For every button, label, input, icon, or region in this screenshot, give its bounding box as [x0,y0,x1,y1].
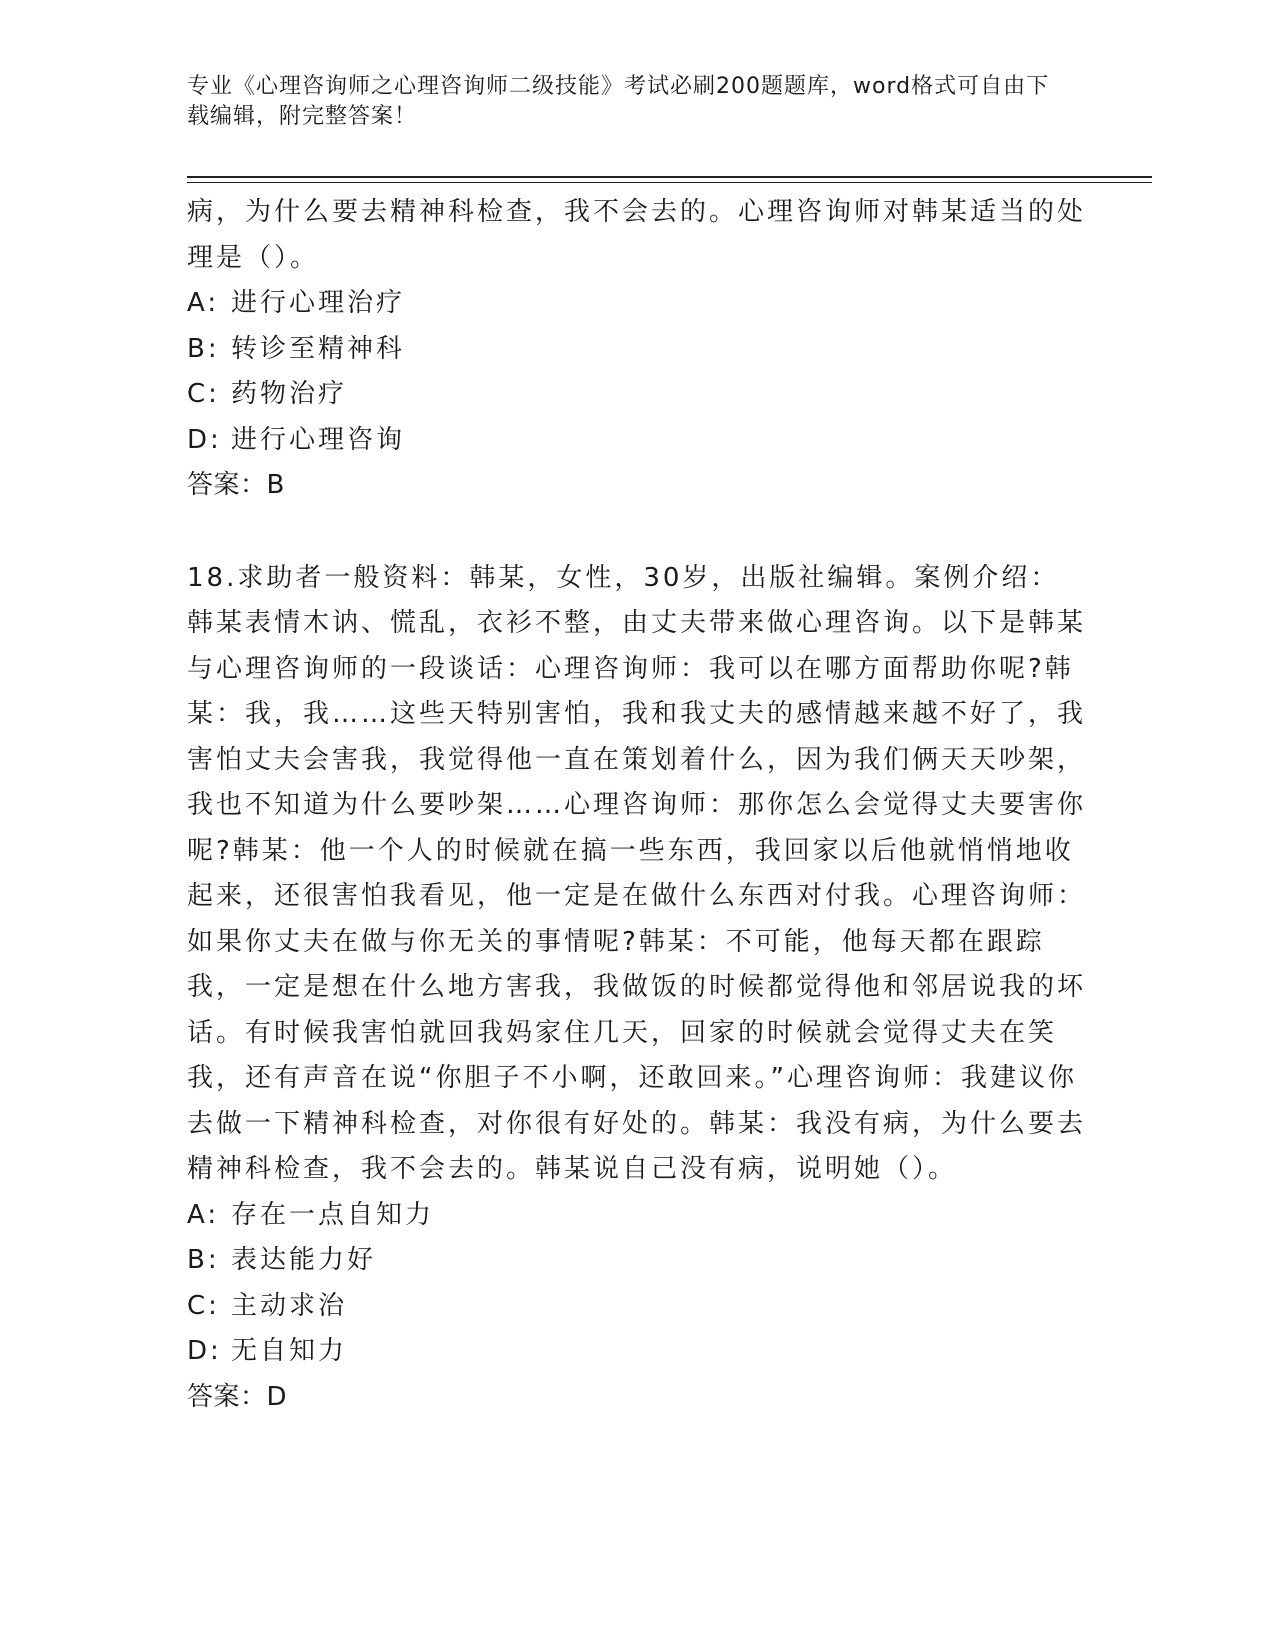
option-c [187,372,1087,418]
option-a [187,281,1087,327]
option-letter: C: [187,1290,220,1321]
answer-line [187,463,1087,509]
option-text: 表达能力好 [231,1245,377,1275]
header-rule-thick [187,176,1152,178]
option-text: 主动求治 [231,1290,348,1321]
option-text: 无自知力 [231,1336,348,1366]
question-17 [187,190,1087,509]
answer-line [187,1375,1087,1421]
option-text: 药物治疗 [231,379,348,409]
option-b [187,327,1087,373]
option-letter: C: [187,379,220,409]
question-stem: 病，为什么要去精神科检查，我不会去的。心理咨询师对韩某适当的处理是（）。 [187,197,1087,273]
question-spacer [187,509,1087,556]
option-letter: D: [187,1336,222,1366]
option-letter: B: [187,333,220,364]
option-b [187,1238,1087,1284]
answer-value: B [266,470,285,500]
answer-value: D [266,1381,288,1412]
option-d [187,418,1087,464]
option-c [187,1284,1087,1330]
option-d [187,1329,1087,1375]
answer-label: 答案： [187,1381,267,1412]
option-text: 进行心理治疗 [231,288,406,318]
question-18 [187,556,1087,1421]
option-letter: B: [187,1245,220,1275]
option-letter: A: [187,1199,220,1230]
option-letter: A: [187,288,220,318]
option-text: 存在一点自知力 [231,1199,435,1230]
header-rule-thin [187,182,1152,183]
answer-label: 答案： [187,470,267,500]
document-body [187,190,1087,1420]
option-text: 转诊至精神科 [231,333,406,364]
option-a [187,1193,1087,1239]
option-text: 进行心理咨询 [231,424,406,455]
question-stem: 18.求助者一般资料：韩某，女性，30岁，出版社编辑。案例介绍：韩某表情木讷、慌乱，衣衫不整，由丈夫带来做心理咨询。以下是韩某与心理咨询师的一段谈话：心理咨询师：我可以在哪方面帮助你呢?韩某：我，我……这些天特别害怕，我和我丈夫的感情越来越不好了，我害怕丈夫会害我，我觉得他一直在策划着什么，因为我们俩天天吵架，我也不知道为什么要吵架……心理咨询师：那你怎么会觉得丈夫要害你呢?韩某：他一个人的时候就在搞一些东西，我回家以后他就悄悄地收起来，还很害怕我看见，他一定是在做什么东西对付我。心理咨询师：如果你丈夫在做与你无关的事情呢?韩某：不可能，他每天都在跟踪我，一定是想在什么地方害我，我做饭的时候都觉得他和邻居说我的坏话。有时候我害怕就回我妈家住几天，回家的时候就会觉得丈夫在笑我，还有声音在说“你胆子不小啊，还敢回来。”心理咨询师：我建议你去做一下精神科检查，对你很有好处的。韩某：我没有病，为什么要去精神科检查，我不会去的。韩某说自己没有病，说明她（）。 [187,562,1087,1184]
option-letter: D: [187,424,222,455]
page-header: 专业《心理咨询师之心理咨询师二级技能》考试必刷200题题库，word格式可自由下载编辑，附完整答案！ [187,74,1050,129]
